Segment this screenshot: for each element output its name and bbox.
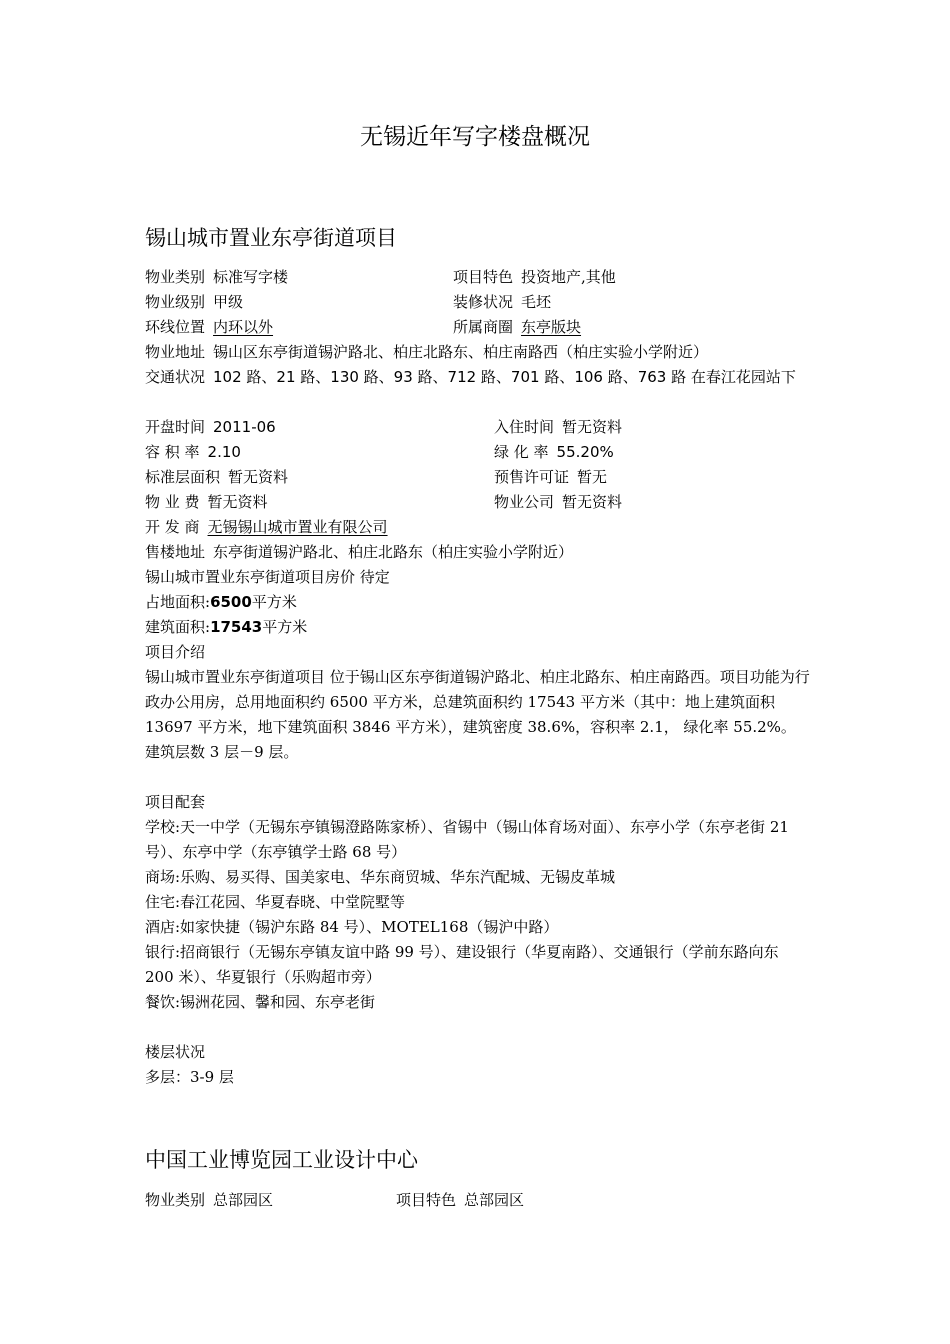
decoration-value: 毛坯 [521, 293, 552, 311]
open-label: 开盘时间 [145, 418, 206, 436]
green-value: 55.20% [556, 443, 614, 461]
build-area-row [145, 615, 307, 640]
traffic-row [145, 365, 810, 390]
address-label: 物业地址 [145, 343, 206, 361]
project2-feature-value: 总部园区 [464, 1191, 525, 1209]
facility-school: 学校:天一中学（无锡东亭镇锡澄路陈家桥）、省锡中（锡山体育场对面）、东亭小学（东亭老街 21 号）、东亭中学（东亭镇学士路 68 号） [145, 818, 789, 861]
move-in-value: 暂无资料 [562, 418, 623, 436]
district-row [453, 315, 581, 340]
sales-address-label: 售楼地址 [145, 543, 206, 561]
build-area-label: 建筑面积: [145, 618, 211, 636]
project2-property-type-row [145, 1188, 273, 1213]
ring-link[interactable]: 内环以外 [213, 318, 274, 336]
sales-address-value: 东亭街道锡沪路北、柏庄北路东（柏庄实验小学附近） [213, 543, 574, 561]
floors-label: 楼层状况 [145, 1043, 206, 1061]
fee-row [145, 490, 268, 515]
intro-paragraph: 锡山城市置业东亭街道项目 位于锡山区东亭街道锡沪路北、柏庄北路东、柏庄南路西。项目功能为行政办公用房，总用地面积约 6500 平方米，总建筑面积约 17543 平方米（其中：地上建筑面积 13697 平方米，地下建筑面积 3846 平方米），建筑密度 38.6%，容积率 2.1， 绿化率 55.2%。建筑层数 3 层－9 层。 [145, 668, 810, 761]
mgmt-value: 暂无资料 [562, 493, 623, 511]
floor-area-row [145, 465, 288, 490]
floor-area-label: 标准层面积 [145, 468, 221, 486]
developer-row [145, 515, 388, 540]
move-in-row [494, 415, 622, 440]
grade-label: 物业级别 [145, 293, 206, 311]
project2-heading: 中国工业博览园工业设计中心 [145, 1148, 418, 1172]
mgmt-label: 物业公司 [494, 493, 555, 511]
decoration-label: 装修状况 [453, 293, 514, 311]
move-in-label: 入住时间 [494, 418, 555, 436]
open-value: 2011-06 [213, 418, 276, 436]
developer-link[interactable]: 无锡锡山城市置业有限公司 [207, 518, 388, 536]
address-row [145, 340, 708, 365]
developer-label: 开 发 商 [145, 518, 200, 536]
build-area-unit: 平方米 [262, 618, 308, 636]
facility-mall: 商场:乐购、易买得、国美家电、华东商贸城、华东汽配城、无锡皮革城 [145, 868, 616, 886]
land-area-row [145, 590, 297, 615]
land-area-value: 6500 [210, 593, 252, 611]
district-label: 所属商圈 [453, 318, 514, 336]
project2-feature-row [396, 1188, 524, 1213]
far-row [145, 440, 241, 465]
far-value: 2.10 [207, 443, 241, 461]
traffic-label: 交通状况 [145, 368, 206, 386]
green-row [494, 440, 614, 465]
traffic-value: 102 路、21 路、130 路、93 路、712 路、701 路、106 路、763 路 在春江花园站下 [213, 368, 796, 386]
open-row [145, 415, 276, 440]
intro-label: 项目介绍 [145, 643, 206, 661]
land-area-label: 占地面积: [145, 593, 211, 611]
grade-value: 甲级 [213, 293, 244, 311]
grade-row [145, 290, 243, 315]
feature-value: 投资地产,其他 [521, 268, 616, 286]
facility-hotel: 酒店:如家快捷（锡沪东路 84 号）、MOTEL168（锡沪中路） [145, 918, 559, 936]
property-type-value: 标准写字楼 [213, 268, 289, 286]
ring-label: 环线位置 [145, 318, 206, 336]
fee-value: 暂无资料 [207, 493, 268, 511]
facility-bank: 银行:招商银行（无锡东亭镇友谊中路 99 号）、建设银行（华夏南路）、交通银行（学前东路向东 200 米）、华夏银行（乐购超市旁） [145, 943, 779, 986]
property-type-label: 物业类别 [145, 268, 206, 286]
fee-label: 物 业 费 [145, 493, 200, 511]
project2-feature-label: 项目特色 [396, 1191, 457, 1209]
sales-address-row [145, 540, 573, 565]
build-area-value: 17543 [210, 618, 263, 636]
decoration-row [453, 290, 551, 315]
floors-value: 多层：3-9 层 [145, 1068, 234, 1086]
facility-dining: 餐饮:锡洲花园、馨和园、东亭老街 [145, 993, 376, 1011]
facilities-label: 项目配套 [145, 793, 206, 811]
address-value: 锡山区东亭街道锡沪路北、柏庄北路东、柏庄南路西（柏庄实验小学附近） [213, 343, 709, 361]
presale-row [494, 465, 607, 490]
project-heading: 锡山城市置业东亭街道项目 [145, 226, 397, 250]
green-label: 绿 化 率 [494, 443, 549, 461]
floor-area-value: 暂无资料 [228, 468, 289, 486]
property-type-row [145, 265, 288, 290]
mgmt-row [494, 490, 622, 515]
project2-property-type-label: 物业类别 [145, 1191, 206, 1209]
district-link[interactable]: 东亭版块 [521, 318, 582, 336]
project2-property-type-value: 总部园区 [213, 1191, 274, 1209]
facility-housing: 住宅:春江花园、华夏春晓、中堂院墅等 [145, 893, 406, 911]
ring-row [145, 315, 273, 340]
presale-label: 预售许可证 [494, 468, 570, 486]
far-label: 容 积 率 [145, 443, 200, 461]
land-area-unit: 平方米 [251, 593, 297, 611]
presale-value: 暂无 [577, 468, 608, 486]
feature-label: 项目特色 [453, 268, 514, 286]
feature-row [453, 265, 616, 290]
page-title: 无锡近年写字楼盘概况 [360, 124, 590, 150]
price-line: 锡山城市置业东亭街道项目房价 待定 [145, 568, 390, 586]
